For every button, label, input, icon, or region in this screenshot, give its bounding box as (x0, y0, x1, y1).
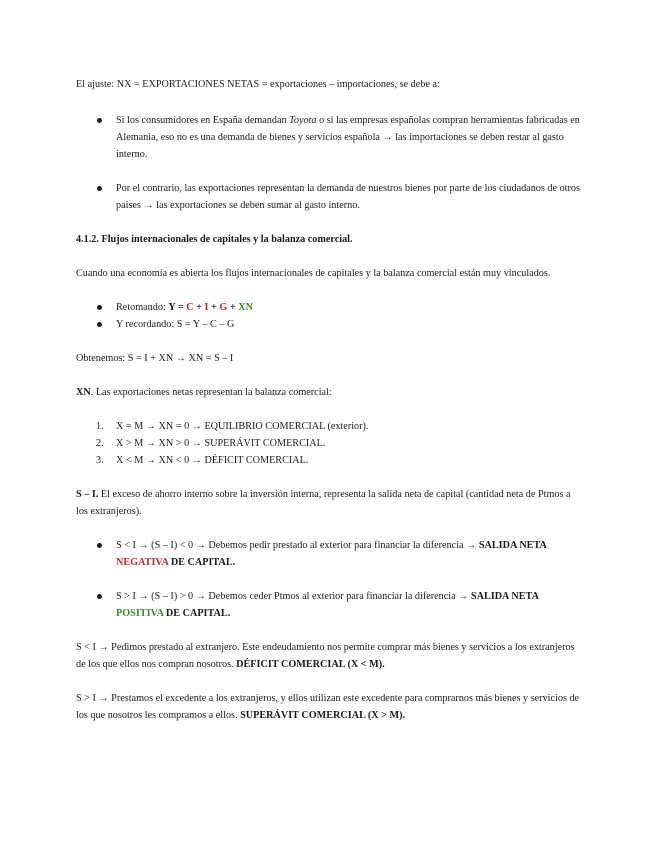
list-item: Si los consumidores en España demandan Toyota o si las empresas españolas compran herramientas fabricadas en Alemania, eso no es una demanda de bienes y servicios española → las importaciones se deben restar al gasto interno. (76, 112, 583, 163)
obtain-paragraph: Obtenemos: S = I + XN → XN = S – I (76, 353, 234, 364)
capital-cases-list (76, 537, 583, 622)
list-item: S > I → (S – I) > 0 → Debemos ceder Ptmos al exterior para financiar la diferencia → SALIDA NETA POSITIVA DE CAPITAL. (76, 588, 583, 622)
negativa-label: NEGATIVA (116, 557, 169, 568)
equation-c: C (186, 302, 194, 313)
list-item: Y recordando: S = Y – C – G (76, 316, 583, 333)
list-item: Retomando: Y = C + I + G + XN (76, 299, 583, 316)
conclusion-deficit: S < I → Pedimos prestado al extranjero. Este endeudamiento nos permite comprar más bienes y servicios a los extranjeros de los que ellos nos compran nosotros. DÉFICIT COMERCIAL (X < M). (76, 642, 575, 670)
list-item: 2. X > M → XN > 0 → SUPERÁVIT COMERCIAL. (96, 438, 326, 449)
toyota-brand-text: Toyota (289, 115, 317, 126)
equation-g: G (219, 302, 228, 313)
list-item: Por el contrario, las exportaciones representan la demanda de nuestros bienes por parte de los ciudadanos de otros países → las exportaciones se deben sumar al gasto interno. (76, 180, 583, 214)
trade-cases-list (76, 418, 583, 469)
recall-list (76, 299, 583, 333)
list-item: 1. X = M → XN = 0 → EQUILIBRIO COMERCIAL (exterior). (96, 421, 369, 432)
list-item: S < I → (S – I) < 0 → Debemos pedir prestado al exterior para financiar la diferencia → SALIDA NETA NEGATIVA DE CAPITAL. (76, 537, 583, 571)
adjustment-list (76, 112, 583, 214)
intro-paragraph: El ajuste: NX = EXPORTACIONES NETAS = exportaciones – importaciones, se debe a: (76, 79, 440, 90)
si-definition: S – I. El exceso de ahorro interno sobre la inversión interna, representa la salida neta de capital (cantidad neta de Ptmos a los extranjeros). (76, 489, 571, 517)
xn-definition: XN. Las exportaciones netas representan la balanza comercial: (76, 387, 332, 398)
section-paragraph: Cuando una economía es abierta los flujos internacionales de capitales y la balanza comercial están muy vinculados. (76, 268, 551, 279)
conclusion-superavit: S > I → Prestamos el excedente a los extranjeros, y ellos utilizan este excedente para comprarnos más bienes y servicios de los que nosotros les compramos a ellos. SUPERÁVIT COMERCIAL (X > M). (76, 693, 580, 721)
list-item: 3. X < M → XN < 0 → DÉFICIT COMERCIAL. (96, 455, 309, 466)
equation-xn: XN (238, 302, 253, 313)
equation-y: Y (168, 302, 176, 313)
equation-i: I (204, 302, 209, 313)
section-heading: 4.1.2. Flujos internacionales de capitales y la balanza comercial. (76, 234, 353, 245)
positiva-label: POSITIVA (116, 608, 164, 619)
